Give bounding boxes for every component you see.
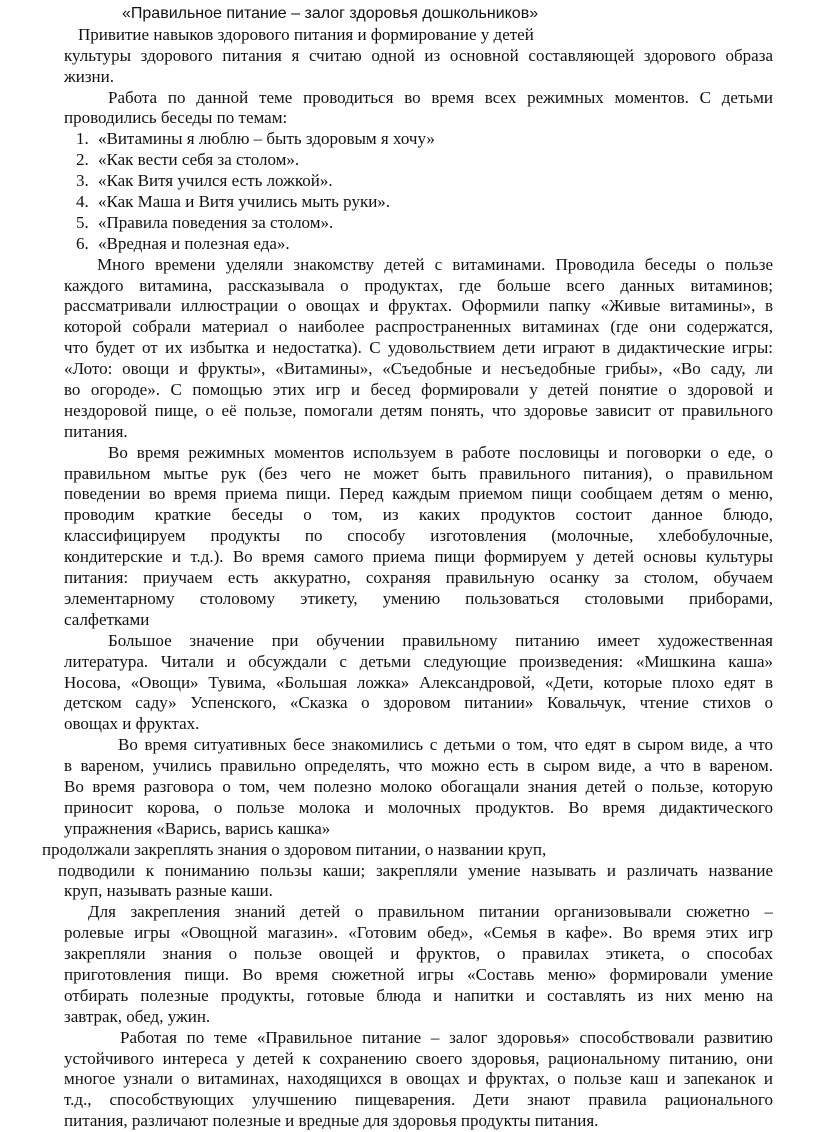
text-line: Для закрепления знаний детей о правильном питании организовывали сюжетно – bbox=[88, 902, 773, 922]
paragraph bbox=[64, 46, 773, 88]
list-item-text: «Правила поведения за столом». bbox=[98, 212, 334, 232]
list-item bbox=[64, 213, 773, 234]
list-item-number: 2. bbox=[76, 150, 89, 170]
text-line: закрепляли знания о пользе овощей и фруктов, о правилах этикета, о способах bbox=[64, 944, 773, 964]
text-line: «Лото: овощи и фрукты», «Витамины», «Съедобные и несъедобные грибы», «Во саду, ли bbox=[64, 359, 773, 379]
list-item bbox=[64, 129, 773, 150]
text-line: подводили к пониманию пользы каши; закрепляли умение называть и различать название bbox=[58, 860, 773, 880]
text-line: завтрак, обед, ужин. bbox=[64, 1006, 211, 1026]
text-line: Во время разговора о том, чем полезно молоко обогащали знания детей о пользе, которую bbox=[64, 776, 773, 796]
text-line: детском саду» Успенского, «Сказка о здоровом питании» Ковальчук, чтение стихов о bbox=[64, 693, 773, 713]
text-line: проводились беседы по темам: bbox=[64, 108, 288, 128]
text-line: приготовления пищи. Во время сюжетной игры «Составь меню» формировали умение bbox=[64, 964, 773, 984]
text-line: т.д., способствующих улучшению пищеварения. Дети знают правила рационального bbox=[64, 1090, 773, 1110]
document-title: «Правильное питание – залог здоровья дошкольников» bbox=[122, 5, 539, 22]
text-line: приносит корова, о пользе молока и молочных продуктов. Во время дидактического bbox=[64, 797, 773, 817]
text-line: салфетками bbox=[64, 609, 150, 629]
list-item-text: «Как Витя учился есть ложкой». bbox=[98, 171, 333, 191]
text-line: Работая по теме «Правильное питание – залог здоровья» способствовали развитию bbox=[120, 1027, 773, 1047]
list-item-number: 5. bbox=[76, 212, 89, 232]
list-item-number: 4. bbox=[76, 192, 89, 212]
text-line: поведении во время приема пищи. Перед каждым приемом пищи сообщаем детям о меню, bbox=[64, 484, 773, 504]
text-line: Во время режимных моментов используем в работе пословицы и поговорки о еде, о bbox=[108, 442, 773, 462]
text-line: литература. Читали и обсуждали с детьми следующие произведения: «Мишкина каша» bbox=[64, 651, 773, 671]
text-line: устойчивого интереса у детей к сохранению своего здоровья, рациональному питанию, они bbox=[64, 1048, 773, 1068]
paragraph bbox=[64, 735, 773, 839]
list-item bbox=[64, 150, 773, 171]
paragraph bbox=[42, 839, 773, 861]
text-line: питания, различают полезные и вредные для здоровья продукты питания. bbox=[64, 1111, 599, 1131]
text-line: правильном мытье рук (без чего не может быть правильного питания), о правильном bbox=[64, 463, 773, 483]
list-item-number: 3. bbox=[76, 171, 89, 191]
text-line: Привитие навыков здорового питания и формирование у детей bbox=[78, 24, 534, 44]
text-line: которой собрали материал о наиболее распространенных витаминах (где они содержатся, bbox=[64, 317, 773, 337]
list-item-text: «Как вести себя за столом». bbox=[98, 150, 300, 170]
text-line: Работа по данной теме проводиться во время всех режимных моментов. С детьми bbox=[108, 87, 773, 107]
text-line: жизни. bbox=[64, 66, 115, 86]
paragraph bbox=[64, 255, 773, 443]
text-line: многое узнали о витаминах, находящихся в овощах и фруктах, о пользе каш и запеканок и bbox=[64, 1069, 773, 1089]
text-line: элементарному столовому этикету, умению пользоваться столовыми приборами, bbox=[64, 588, 773, 608]
paragraph bbox=[64, 631, 773, 735]
text-line: Много времени уделяли знакомству детей с витаминами. Проводила беседы о пользе bbox=[97, 254, 773, 274]
list-item bbox=[64, 171, 773, 192]
text-line: в вареном, учились правильно определять, что можно есть в сыром виде, а что в вареном. bbox=[64, 756, 773, 776]
paragraph bbox=[64, 88, 773, 130]
text-line: овощах и фруктах. bbox=[64, 714, 200, 734]
text-line: культуры здорового питания я считаю одной из основной составляющей здорового образа bbox=[64, 45, 773, 65]
text-line: ролевые игры «Овощной магазин». «Готовим обед», «Семья в кафе». Во время этих игр bbox=[64, 923, 773, 943]
text-line: продолжали закреплять знания о здоровом питании, о названии круп, bbox=[42, 839, 547, 859]
text-line: что будет от их избытка и недостатка). С удовольствием дети играют в дидактические игры: bbox=[64, 338, 773, 358]
list-item-number: 6. bbox=[76, 233, 89, 253]
paragraph bbox=[64, 1028, 773, 1132]
text-line: классифицируем продукты по способу изготовления (молочные, хлебобулочные, bbox=[64, 526, 773, 546]
list-item-text: «Витамины я люблю – быть здоровым я хочу» bbox=[98, 129, 435, 149]
text-line: круп, называть разные каши. bbox=[64, 881, 273, 901]
text-line: отбирать полезные продукты, готовые блюда и напитки и составлять из них меню на bbox=[64, 985, 773, 1005]
list-item-text: «Как Маша и Витя учились мыть руки». bbox=[98, 192, 391, 212]
topics-list bbox=[64, 129, 773, 254]
text-line: питания. bbox=[64, 421, 128, 441]
text-line: рассматривали иллюстрации о овощах и фруктах. Оформили папку «Живые витамины», в bbox=[64, 296, 773, 316]
text-line: Во время ситуативных бесе знакомились с детьми о том, что едят в сыром виде, а что bbox=[118, 735, 773, 755]
list-item bbox=[64, 234, 773, 255]
text-line: во огороде». С помощью этих игр и бесед формировали у детей понятие о здоровой и bbox=[64, 380, 773, 400]
list-item-number: 1. bbox=[76, 129, 89, 149]
text-line: упражнения «Варись, варись кашка» bbox=[64, 818, 331, 838]
paragraph bbox=[64, 25, 773, 46]
paragraph bbox=[58, 860, 773, 903]
text-line: кондитерские и т.д.). Во время самого приема пищи формируем у детей основы культуры bbox=[64, 547, 773, 567]
text-line: проводим краткие беседы о том, из каких продуктов состоит данное блюдо, bbox=[64, 505, 773, 525]
list-item bbox=[64, 192, 773, 213]
text-line: каждого витамина, рассказывала о продуктах, где больше всего данных витаминов; bbox=[64, 275, 773, 295]
list-item-text: «Вредная и полезная еда». bbox=[98, 233, 290, 253]
text-line: питания: приучаем есть аккуратно, сохраняя правильную осанку за столом, обучаем bbox=[64, 568, 773, 588]
text-line: Носова, «Овощи» Тувима, «Большая ложка» Александровой, «Дети, которые плохо едят в bbox=[64, 672, 773, 692]
text-line: нездоровой пище, о её пользе, помогали детям понять, что здоровье зависит от правильного bbox=[64, 400, 773, 420]
paragraph bbox=[64, 443, 773, 631]
document-page bbox=[42, 4, 773, 1132]
paragraph bbox=[64, 902, 773, 1027]
text-line: Большое значение при обучении правильному питанию имеет художественная bbox=[108, 630, 773, 650]
